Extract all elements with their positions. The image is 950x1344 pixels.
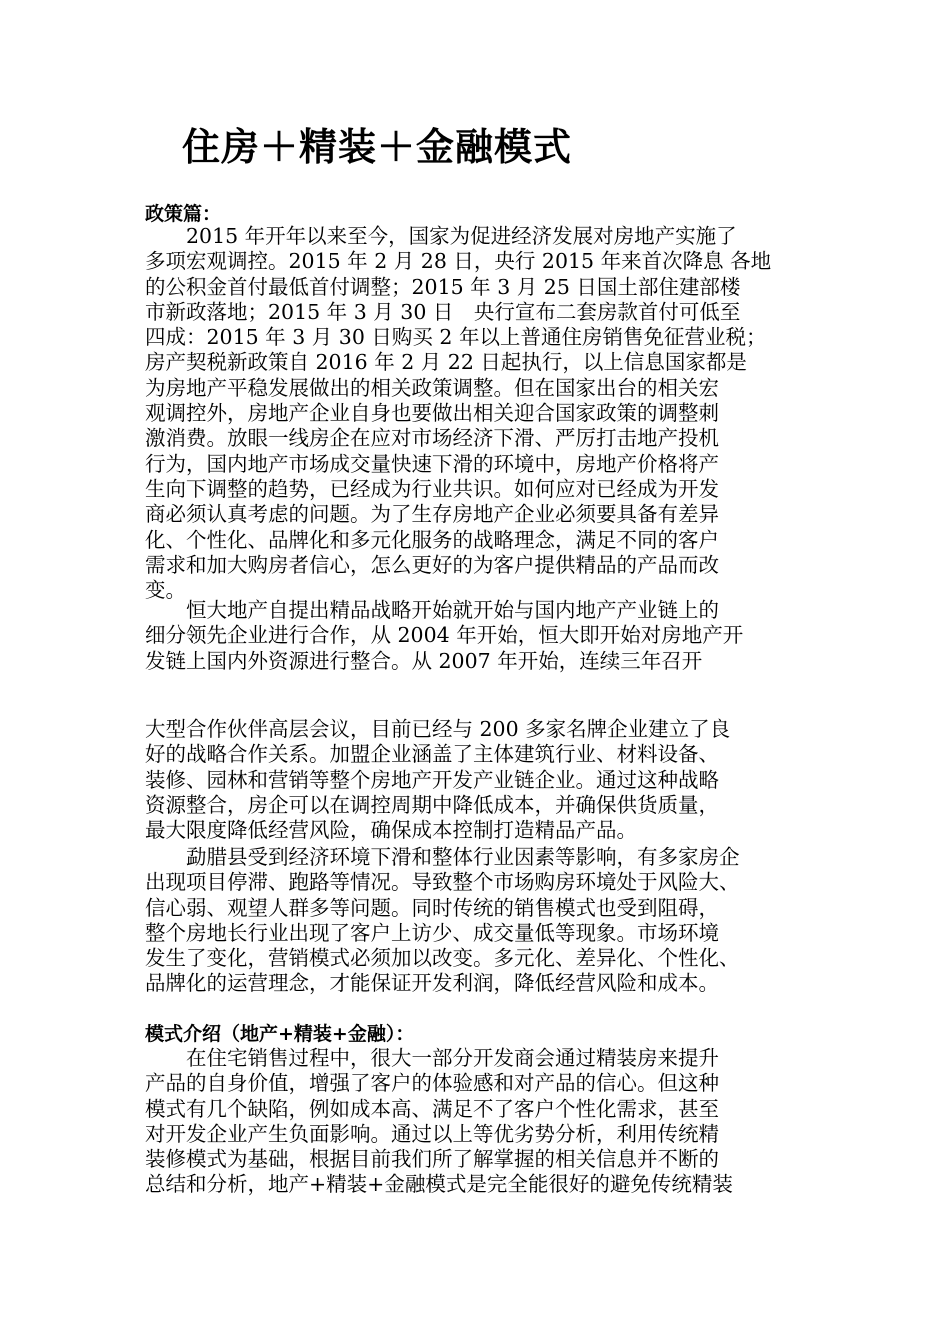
policy-section-heading: 政策篇： — [145, 203, 222, 225]
text-line: 化、个性化、品牌化和多元化服务的战略理念，满足不同的客户 — [145, 527, 719, 552]
text-line: 多项宏观调控。2015 年 2 月 28 日，央行 2015 年来首次降息 各地 — [145, 249, 772, 274]
text-line: 激消费。放眼一线房企在应对市场经济下滑、严厉打击地产投机 — [145, 426, 719, 451]
text-line: 市新政落地；2015 年 3 月 30 日 央行宣布二套房款首付可低至 — [145, 299, 741, 324]
text-line: 细分领先企业进行合作，从 2004 年开始，恒大即开始对房地产开 — [145, 623, 744, 648]
text-line: 对开发企业产生负面影响。通过以上等优劣势分析，利用传统精 — [145, 1121, 719, 1146]
mode-section-heading: 模式介绍（地产+精装+金融）： — [145, 1023, 415, 1045]
text-line: 商必须认真考虑的问题。为了生存房地产企业必须要具备有差异 — [145, 502, 719, 527]
text-line: 观调控外，房地产企业自身也要做出相关迎合国家政策的调整刺 — [145, 401, 719, 426]
text-line: 产品的自身价值，增强了客户的体验感和对产品的信心。但这种 — [145, 1071, 719, 1096]
text-line: 2015 年开年以来至今，国家为促进经济发展对房地产实施了 — [145, 224, 737, 248]
text-line: 资源整合，房企可以在调控周期中降低成本，并确保供货质量， — [145, 792, 719, 817]
text-line: 品牌化的运营理念，才能保证开发利润，降低经营风险和成本。 — [145, 971, 719, 996]
text-line: 变。 — [145, 578, 186, 603]
text-line: 生向下调整的趋势，已经成为行业共识。如何应对已经成为开发 — [145, 476, 719, 501]
text-line: 好的战略合作关系。加盟企业涵盖了主体建筑行业、材料设备、 — [145, 742, 719, 767]
text-line: 出现项目停滞、跑路等情况。导致整个市场购房环境处于风险大、 — [145, 870, 740, 895]
policy-paragraph-3 — [145, 845, 825, 997]
text-line: 四成：2015 年 3 月 30 日购买 2 年以上普通住房销售免征营业税； — [145, 325, 767, 350]
text-line: 大型合作伙伴高层会议，目前已经与 200 多家名牌企业建立了良 — [145, 717, 731, 741]
text-line: 装修、园林和营销等整个房地产开发产业链企业。通过这种战略 — [145, 767, 719, 792]
text-line: 整个房地长行业出现了客户上访少、成交量低等现象。市场环境 — [145, 920, 719, 945]
mode-paragraph-1 — [145, 1046, 825, 1198]
text-line: 最大限度降低经营风险，确保成本控制打造精品产品。 — [145, 818, 637, 843]
policy-paragraph-1 — [145, 224, 825, 603]
text-line: 的公积金首付最低首付调整；2015 年 3 月 25 日国土部住建部楼 — [145, 274, 741, 299]
text-line: 在住宅销售过程中，很大一部分开发商会通过精装房来提升 — [145, 1046, 719, 1070]
text-line: 发链上国内外资源进行整合。从 2007 年开始，连续三年召开 — [145, 648, 703, 673]
text-line: 行为，国内地产市场成交量快速下滑的环境中，房地产价格将产 — [145, 451, 719, 476]
text-line: 勐腊县受到经济环境下滑和整体行业因素等影响，有多家房企 — [145, 845, 740, 869]
page-title: 住房＋精装＋金融模式 — [182, 124, 573, 169]
text-line: 总结和分析，地产+精装+金融模式是完全能很好的避免传统精装 — [145, 1172, 733, 1197]
text-line: 信心弱、观望人群多等问题。同时传统的销售模式也受到阻碍， — [145, 895, 719, 920]
text-line: 为房地产平稳发展做出的相关政策调整。但在国家出台的相关宏 — [145, 375, 719, 400]
text-line: 需求和加大购房者信心，怎么更好的为客户提供精品的产品而改 — [145, 552, 719, 577]
text-line: 装修模式为基础，根据目前我们所了解掌握的相关信息并不断的 — [145, 1147, 719, 1172]
text-line: 恒大地产自提出精品战略开始就开始与国内地产产业链上的 — [145, 598, 719, 622]
policy-paragraph-2-part-1 — [145, 598, 825, 674]
text-line: 发生了变化，营销模式必须加以改变。多元化、差异化、个性化、 — [145, 946, 740, 971]
text-line: 模式有几个缺陷，例如成本高、满足不了客户个性化需求，甚至 — [145, 1096, 719, 1121]
text-line: 房产契税新政策自 2016 年 2 月 22 日起执行，以上信息国家都是 — [145, 350, 747, 375]
policy-paragraph-2-part-2 — [145, 717, 825, 843]
